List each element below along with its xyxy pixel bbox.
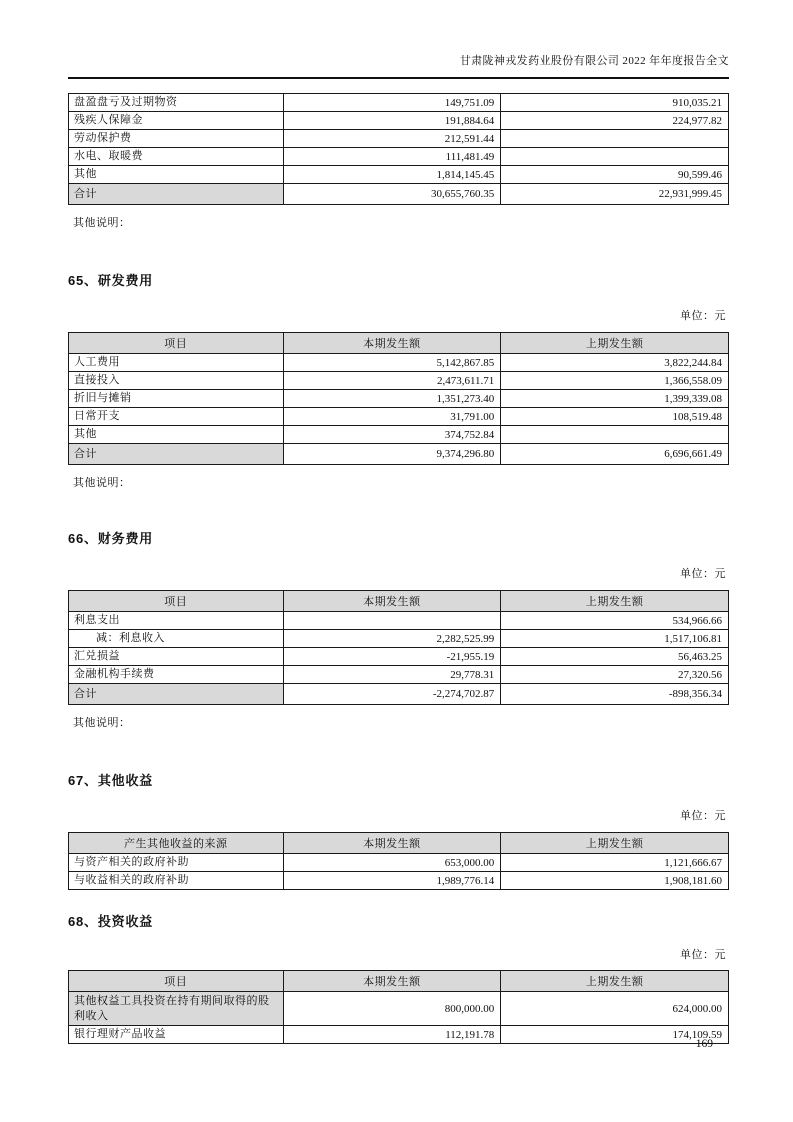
table-row xyxy=(69,612,729,630)
row-label: 日常开支 xyxy=(69,408,284,426)
row-label: 其他 xyxy=(69,426,284,444)
current-amount: 653,000.00 xyxy=(283,854,501,872)
prior-amount: -898,356.34 xyxy=(501,684,729,705)
current-amount: 111,481.49 xyxy=(283,148,501,166)
unit-label: 单位：元 xyxy=(680,568,726,580)
current-amount: 2,473,611.71 xyxy=(283,372,501,390)
row-label: 银行理财产品收益 xyxy=(69,1026,284,1044)
row-label: 与资产相关的政府补助 xyxy=(69,854,284,872)
unit-label: 单位：元 xyxy=(680,310,726,322)
current-amount: 29,778.31 xyxy=(283,666,501,684)
prior-amount: 1,908,181.60 xyxy=(501,872,729,890)
page-number: 169 xyxy=(695,1038,713,1050)
current-amount: 112,191.78 xyxy=(283,1026,501,1044)
other-income-table xyxy=(68,832,729,890)
table-header-row xyxy=(69,591,729,612)
column-header-prior: 上期发生额 xyxy=(501,833,729,854)
row-label: 与收益相关的政府补助 xyxy=(69,872,284,890)
column-header-prior: 上期发生额 xyxy=(501,971,729,992)
prior-amount: 108,519.48 xyxy=(501,408,729,426)
page-content xyxy=(68,0,729,1044)
row-label: 汇兑损益 xyxy=(69,648,284,666)
finance-expense-table xyxy=(68,590,729,705)
table-row xyxy=(69,94,729,112)
expense-detail-table-continued xyxy=(68,93,729,205)
current-amount: 31,791.00 xyxy=(283,408,501,426)
current-amount: 149,751.09 xyxy=(283,94,501,112)
total-label: 合计 xyxy=(69,444,284,465)
unit-label: 单位：元 xyxy=(680,949,726,961)
section-heading-68: 68、投资收益 xyxy=(68,914,154,929)
column-header-source: 产生其他收益的来源 xyxy=(69,833,284,854)
prior-amount: 534,966.66 xyxy=(501,612,729,630)
current-amount: -2,274,702.87 xyxy=(283,684,501,705)
table-row xyxy=(69,390,729,408)
table-header-row xyxy=(69,333,729,354)
section-heading-66: 66、财务费用 xyxy=(68,531,154,546)
column-header-prior: 上期发生额 xyxy=(501,591,729,612)
table-row xyxy=(69,130,729,148)
other-notes-label: 其他说明： xyxy=(73,717,131,729)
row-label: 残疾人保障金 xyxy=(69,112,284,130)
prior-amount xyxy=(501,426,729,444)
row-label: 人工费用 xyxy=(69,354,284,372)
other-notes-label: 其他说明： xyxy=(73,477,131,489)
rd-expense-table xyxy=(68,332,729,465)
total-row xyxy=(69,444,729,465)
table-row xyxy=(69,666,729,684)
prior-amount: 910,035.21 xyxy=(501,94,729,112)
prior-amount: 22,931,999.45 xyxy=(501,184,729,205)
prior-amount xyxy=(501,130,729,148)
column-header-item: 项目 xyxy=(69,971,284,992)
prior-amount: 27,320.56 xyxy=(501,666,729,684)
total-label: 合计 xyxy=(69,684,284,705)
prior-amount: 1,366,558.09 xyxy=(501,372,729,390)
table-row xyxy=(69,992,729,1026)
section-heading-67: 67、其他收益 xyxy=(68,773,154,788)
column-header-current: 本期发生额 xyxy=(283,333,501,354)
table-row xyxy=(69,1026,729,1044)
current-amount xyxy=(283,612,501,630)
prior-amount: 1,399,339.08 xyxy=(501,390,729,408)
prior-amount: 6,696,661.49 xyxy=(501,444,729,465)
table-header-row xyxy=(69,833,729,854)
unit-label: 单位：元 xyxy=(680,810,726,822)
total-row xyxy=(69,684,729,705)
table-row xyxy=(69,426,729,444)
current-amount: 30,655,760.35 xyxy=(283,184,501,205)
column-header-prior: 上期发生额 xyxy=(501,333,729,354)
other-notes-label: 其他说明： xyxy=(73,217,131,229)
table-row xyxy=(69,648,729,666)
prior-amount: 624,000.00 xyxy=(501,992,729,1026)
column-header-current: 本期发生额 xyxy=(283,833,501,854)
current-amount: 1,814,145.45 xyxy=(283,166,501,184)
row-label: 直接投入 xyxy=(69,372,284,390)
row-label: 盘盈盘亏及过期物资 xyxy=(69,94,284,112)
row-label: 金融机构手续费 xyxy=(69,666,284,684)
row-label: 水电、取暖费 xyxy=(69,148,284,166)
current-amount: 800,000.00 xyxy=(283,992,501,1026)
total-row xyxy=(69,184,729,205)
table-row xyxy=(69,112,729,130)
current-amount: 9,374,296.80 xyxy=(283,444,501,465)
current-amount: 5,142,867.85 xyxy=(283,354,501,372)
current-amount: 2,282,525.99 xyxy=(283,630,501,648)
table-row xyxy=(69,148,729,166)
prior-amount: 90,599.46 xyxy=(501,166,729,184)
prior-amount: 224,977.82 xyxy=(501,112,729,130)
investment-income-table xyxy=(68,970,729,1044)
row-label: 利息支出 xyxy=(69,612,284,630)
page-header-title: 甘肃陇神戎发药业股份有限公司 2022 年年度报告全文 xyxy=(68,53,729,79)
prior-amount xyxy=(501,148,729,166)
row-label: 减：利息收入 xyxy=(69,630,284,648)
prior-amount: 1,517,106.81 xyxy=(501,630,729,648)
table-row xyxy=(69,630,729,648)
total-label: 合计 xyxy=(69,184,284,205)
table-header-row xyxy=(69,971,729,992)
prior-amount: 1,121,666.67 xyxy=(501,854,729,872)
prior-amount: 174,109.59 xyxy=(501,1026,729,1044)
section-heading-65: 65、研发费用 xyxy=(68,273,154,288)
table-row xyxy=(69,408,729,426)
current-amount: 1,989,776.14 xyxy=(283,872,501,890)
table-row xyxy=(69,166,729,184)
row-label: 其他 xyxy=(69,166,284,184)
current-amount: 212,591.44 xyxy=(283,130,501,148)
current-amount: -21,955.19 xyxy=(283,648,501,666)
table-row xyxy=(69,354,729,372)
row-label: 劳动保护费 xyxy=(69,130,284,148)
column-header-item: 项目 xyxy=(69,591,284,612)
table-row xyxy=(69,854,729,872)
current-amount: 1,351,273.40 xyxy=(283,390,501,408)
column-header-item: 项目 xyxy=(69,333,284,354)
row-label: 折旧与摊销 xyxy=(69,390,284,408)
current-amount: 374,752.84 xyxy=(283,426,501,444)
prior-amount: 3,822,244.84 xyxy=(501,354,729,372)
column-header-current: 本期发生额 xyxy=(283,591,501,612)
prior-amount: 56,463.25 xyxy=(501,648,729,666)
row-label: 其他权益工具投资在持有期间取得的股利收入 xyxy=(69,992,284,1026)
column-header-current: 本期发生额 xyxy=(283,971,501,992)
current-amount: 191,884.64 xyxy=(283,112,501,130)
table-row xyxy=(69,872,729,890)
table-row xyxy=(69,372,729,390)
